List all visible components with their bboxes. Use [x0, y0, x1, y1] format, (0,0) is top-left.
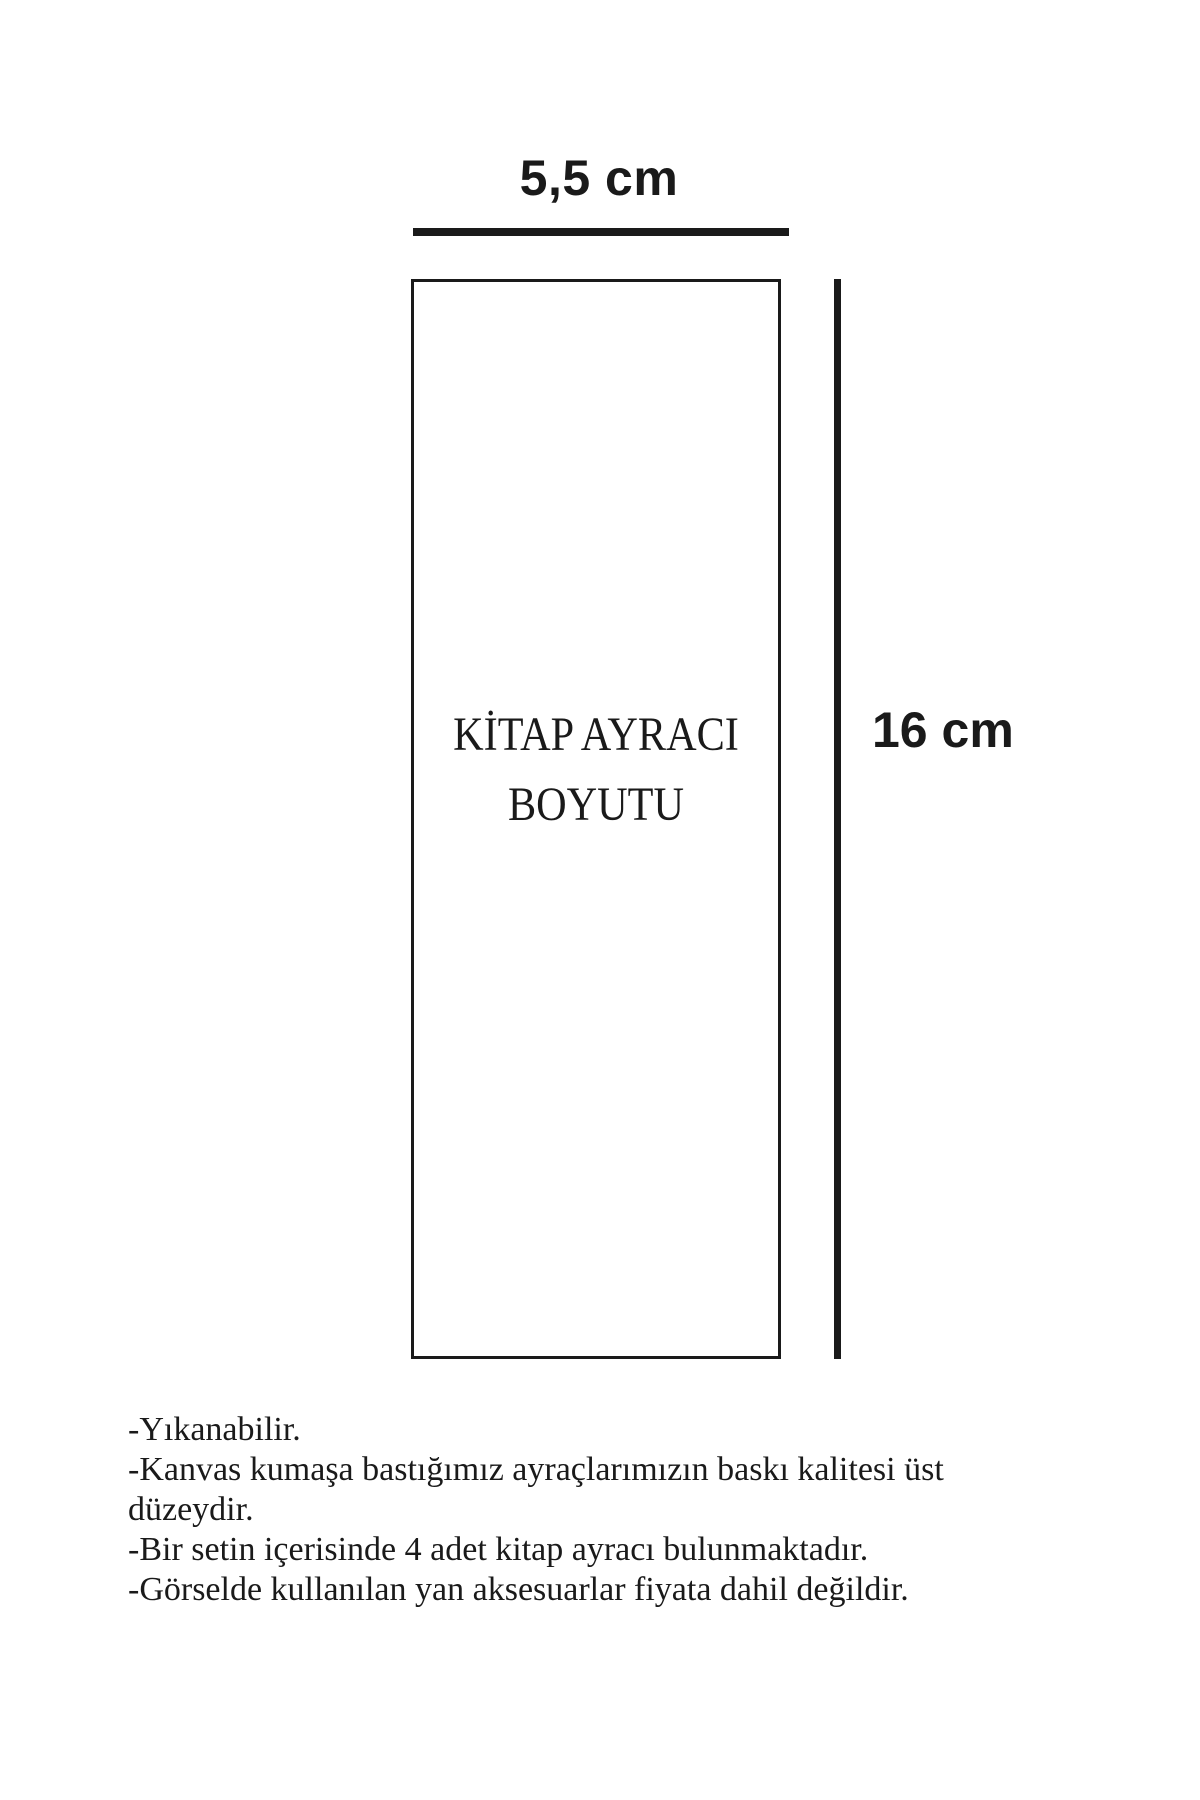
width-dimension-label: 5,5 cm: [519, 150, 679, 206]
note-line: -Kanvas kumaşa bastığımız ayraçlarımızın baskı kalitesi üst: [128, 1451, 944, 1488]
note-line: -Bir setin içerisinde 4 adet kitap ayracı bulunmaktadır.: [128, 1531, 869, 1568]
product-notes: [128, 1410, 1088, 1610]
width-dimension-line: [413, 228, 789, 236]
note-line: -Yıkanabilir.: [128, 1411, 301, 1448]
bookmark-title: [433, 700, 759, 840]
bookmark-title-line-1: KİTAP AYRACI: [453, 708, 739, 761]
note-line: düzeydir.: [128, 1491, 254, 1528]
bookmark-title-line-2: BOYUTU: [508, 778, 684, 831]
height-dimension-line: [834, 279, 841, 1359]
note-line: -Görselde kullanılan yan aksesuarlar fiyata dahil değildir.: [128, 1571, 909, 1608]
height-dimension-label: 16 cm: [872, 702, 1014, 758]
